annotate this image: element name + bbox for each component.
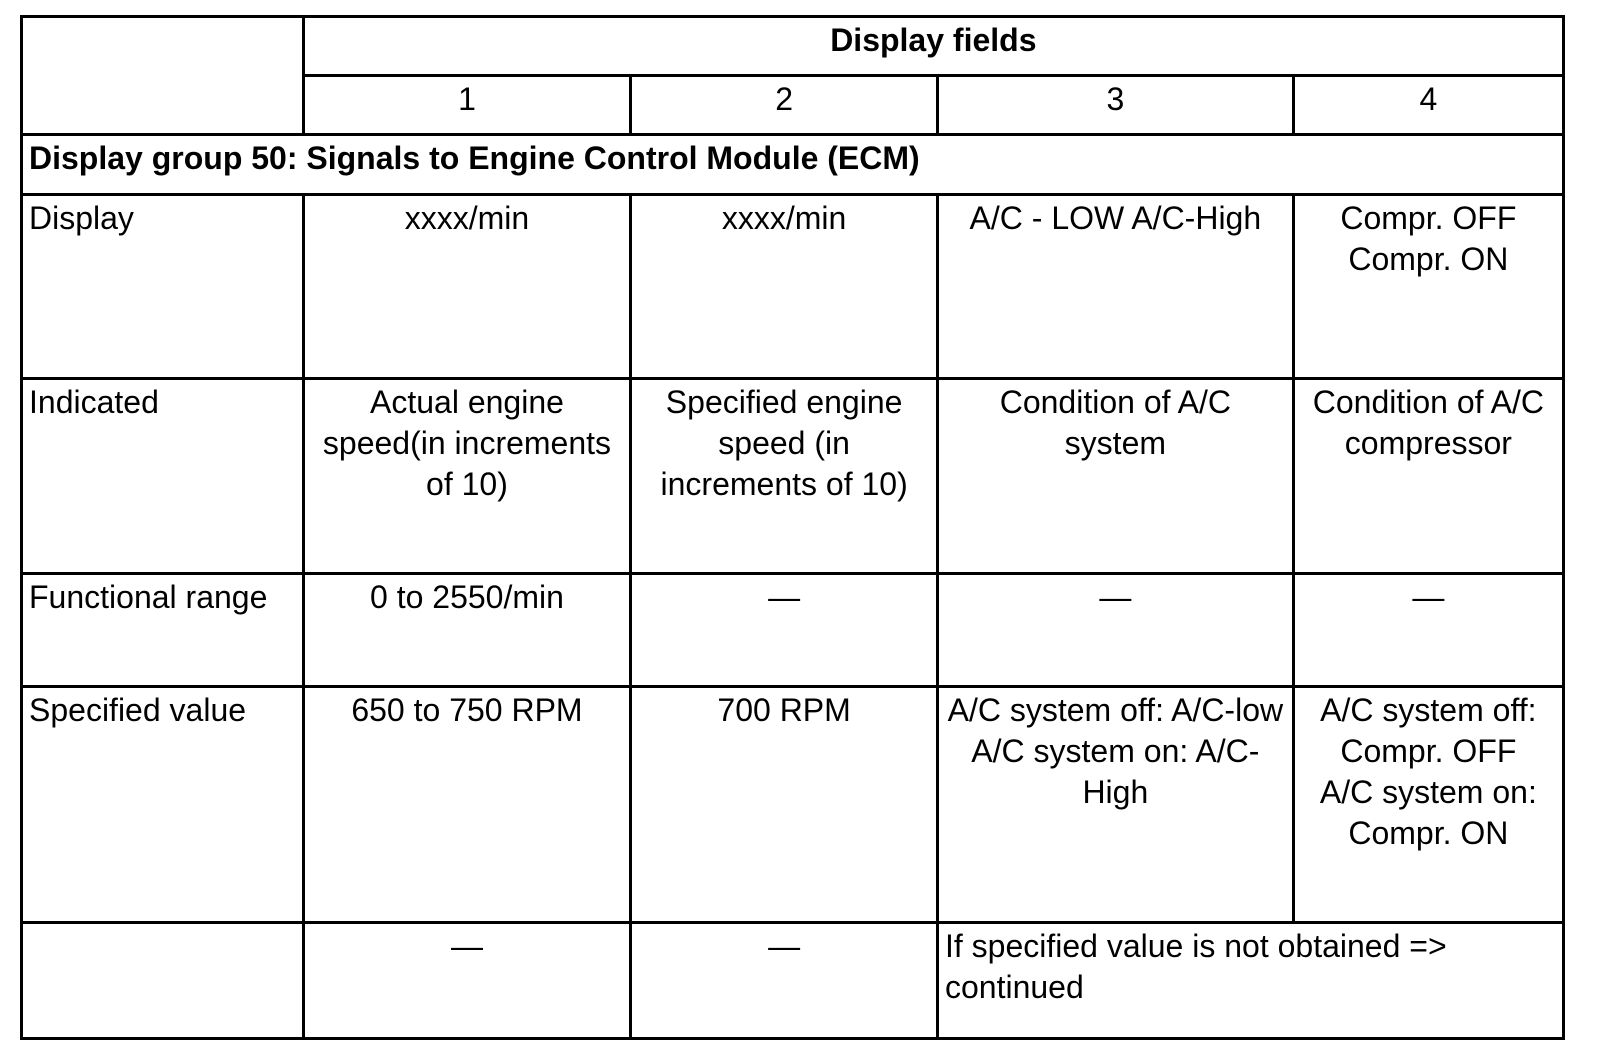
indicated-field-1: Actual engine speed(in increments of 10) bbox=[303, 379, 631, 574]
table-row-result bbox=[22, 922, 1564, 1038]
field-number-1: 1 bbox=[303, 76, 631, 135]
display-field-1: xxxx/min bbox=[303, 195, 631, 379]
display-fields-header: Display fields bbox=[303, 17, 1563, 76]
functional-range-field-1: 0 to 2550/min bbox=[303, 574, 631, 687]
indicated-field-4: Condition of A/C compressor bbox=[1293, 379, 1563, 574]
functional-range-field-3: — bbox=[937, 574, 1293, 687]
specified-value-field-4 bbox=[1293, 686, 1563, 922]
group-title-row bbox=[22, 135, 1564, 195]
specified-value-field-4-line-4: Compr. ON bbox=[1348, 814, 1509, 851]
functional-range-field-2: — bbox=[631, 574, 938, 687]
row-label-display: Display bbox=[22, 195, 304, 379]
display-field-3: A/C - LOW A/C-High bbox=[937, 195, 1293, 379]
display-field-2: xxxx/min bbox=[631, 195, 938, 379]
indicated-field-2: Specified engine speed (in increments of 10) bbox=[631, 379, 938, 574]
field-number-3: 3 bbox=[937, 76, 1293, 135]
field-number-2: 2 bbox=[631, 76, 938, 135]
corner-cell bbox=[22, 17, 304, 135]
result-field-1: — bbox=[303, 922, 631, 1038]
display-field-4 bbox=[1293, 195, 1563, 379]
specified-value-field-3: A/C system off: A/C-low A/C system on: A/C-High bbox=[937, 686, 1293, 922]
specified-value-field-4-line-1: A/C system off: bbox=[1320, 691, 1537, 728]
indicated-field-3: Condition of A/C system bbox=[937, 379, 1293, 574]
functional-range-field-4: — bbox=[1293, 574, 1563, 687]
row-label-indicated: Indicated bbox=[22, 379, 304, 574]
row-label-result bbox=[22, 922, 304, 1038]
specified-value-field-2: 700 RPM bbox=[631, 686, 938, 922]
row-label-functional-range: Functional range bbox=[22, 574, 304, 687]
specified-value-field-4-line-3: A/C system on: bbox=[1319, 773, 1537, 810]
table-row-display bbox=[22, 195, 1564, 379]
specified-value-field-1: 650 to 750 RPM bbox=[303, 686, 631, 922]
header-row-display-fields bbox=[22, 17, 1564, 76]
specified-value-field-4-line-2: Compr. OFF bbox=[1340, 732, 1517, 769]
row-label-specified-value: Specified value bbox=[22, 686, 304, 922]
display-field-4-line-2: Compr. ON bbox=[1348, 241, 1509, 278]
result-note: If specified value is not obtained => continued bbox=[937, 922, 1563, 1038]
result-field-2: — bbox=[631, 922, 938, 1038]
table-row-specified-value bbox=[22, 686, 1564, 922]
display-field-4-line-1: Compr. OFF bbox=[1340, 200, 1517, 237]
table-row-indicated bbox=[22, 379, 1564, 574]
display-group-table bbox=[20, 15, 1565, 1040]
field-number-4: 4 bbox=[1293, 76, 1563, 135]
table-row-functional-range bbox=[22, 574, 1564, 687]
group-title: Display group 50: Signals to Engine Control Module (ECM) bbox=[22, 135, 1564, 195]
